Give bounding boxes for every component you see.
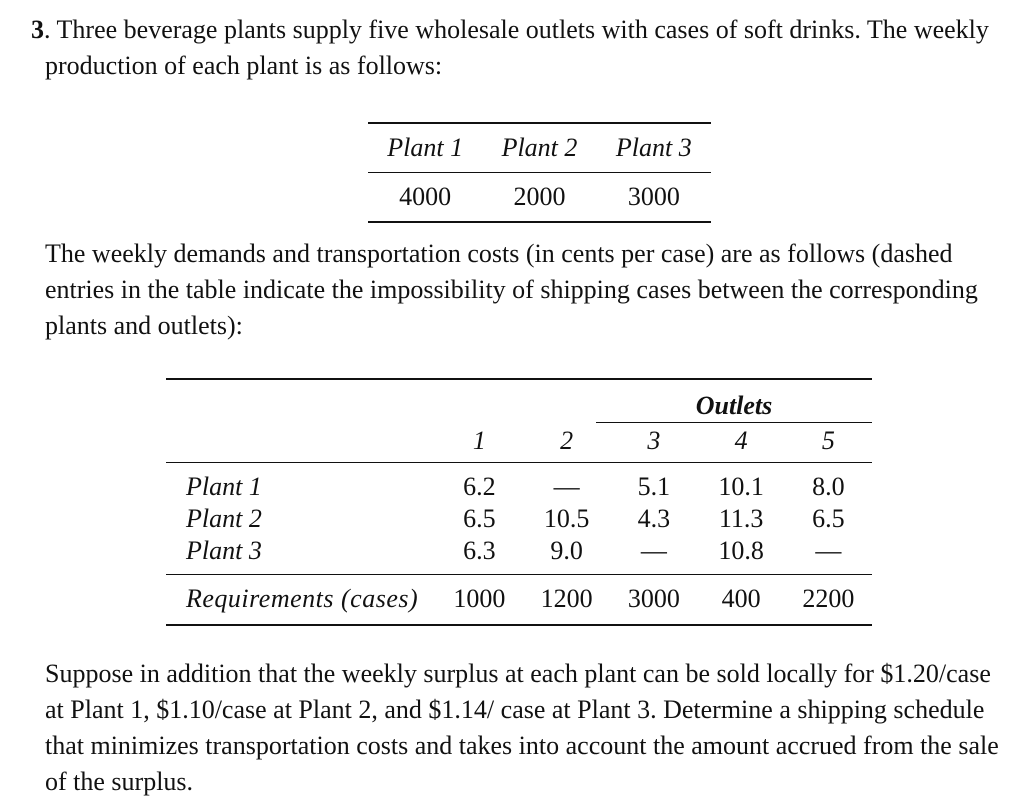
cost-cell: 9.0: [550, 536, 583, 565]
cost-cell: 8.0: [812, 472, 845, 501]
cost-cell: 4.3: [637, 504, 671, 533]
requirements-row: [166, 582, 872, 616]
production-value-row: [368, 173, 711, 221]
cost-row-plant-1: [166, 470, 872, 504]
cost-cell: —: [553, 472, 580, 501]
cost-row-plant-3: [166, 534, 872, 568]
cost-cell: 5.1: [637, 472, 671, 501]
outlet-header-5: 5: [821, 426, 835, 455]
requirement-cell: 1000: [453, 584, 506, 613]
outlets-group-label: Outlets: [695, 391, 773, 420]
requirement-cell: 400: [721, 584, 761, 613]
cost-cell: —: [815, 536, 842, 565]
outlet-header-row: [166, 424, 872, 458]
production-value-plant-1: 4000: [399, 182, 452, 211]
cost-cell: 10.5: [543, 504, 590, 533]
closing-paragraph: Suppose in addition that the weekly surplus at each plant can be sold locally for $1.20/case at Plant 1, $1.10/case at Plant 2, and $1.14/ case at Plant 3. Determine a shipping schedule that minimizes transportation costs and takes into account the amount accrued from the sale of the surplus.: [45, 659, 999, 796]
cost-row-plant-2: [166, 502, 872, 536]
outlet-header-2: 2: [560, 426, 574, 455]
row-label-plant-1: Plant 1: [186, 472, 262, 501]
cost-cell: 6.3: [463, 536, 496, 565]
cost-cell: 6.5: [812, 504, 845, 533]
requirement-cell: 3000: [627, 584, 680, 613]
requirements-label: Requirements (cases): [186, 584, 419, 613]
problem-number: 3: [31, 15, 44, 44]
production-header-row: [368, 124, 711, 173]
header-rule: [166, 462, 872, 463]
outlet-header-4: 4: [734, 426, 748, 455]
cost-cell: 10.1: [718, 472, 764, 501]
cost-cell: 10.8: [718, 536, 764, 565]
requirement-cell: 2200: [802, 584, 855, 613]
outlet-header-1: 1: [472, 426, 486, 455]
production-value-plant-2: 2000: [513, 182, 566, 211]
requirement-cell: 1200: [540, 584, 593, 613]
production-header-plant-3: Plant 3: [615, 133, 692, 162]
cost-cell: —: [640, 536, 667, 565]
outlet-header-3: 3: [647, 426, 661, 455]
problem-intro-text: . Three beverage plants supply five wholesale outlets with cases of soft drinks. The weekly production of each plant is as follows:: [44, 15, 989, 80]
production-value-plant-3: 3000: [627, 182, 680, 211]
production-header-plant-2: Plant 2: [501, 133, 578, 162]
cost-cell: 6.2: [463, 472, 496, 501]
cost-cell: 11.3: [718, 504, 764, 533]
production-table: [368, 122, 711, 223]
demand-paragraph: The weekly demands and transportation costs (in cents per case) are as follows (dashed entries in the table indicate the impossibility of shipping cases between the corresponding plants and outlets):: [45, 239, 978, 340]
production-header-plant-1: Plant 1: [387, 133, 464, 162]
cost-table: [166, 378, 872, 626]
problem-intro: [31, 12, 1005, 84]
row-label-plant-2: Plant 2: [186, 504, 262, 533]
requirements-rule: [166, 574, 872, 575]
row-label-plant-3: Plant 3: [186, 536, 262, 565]
cost-cell: 6.5: [463, 504, 496, 533]
